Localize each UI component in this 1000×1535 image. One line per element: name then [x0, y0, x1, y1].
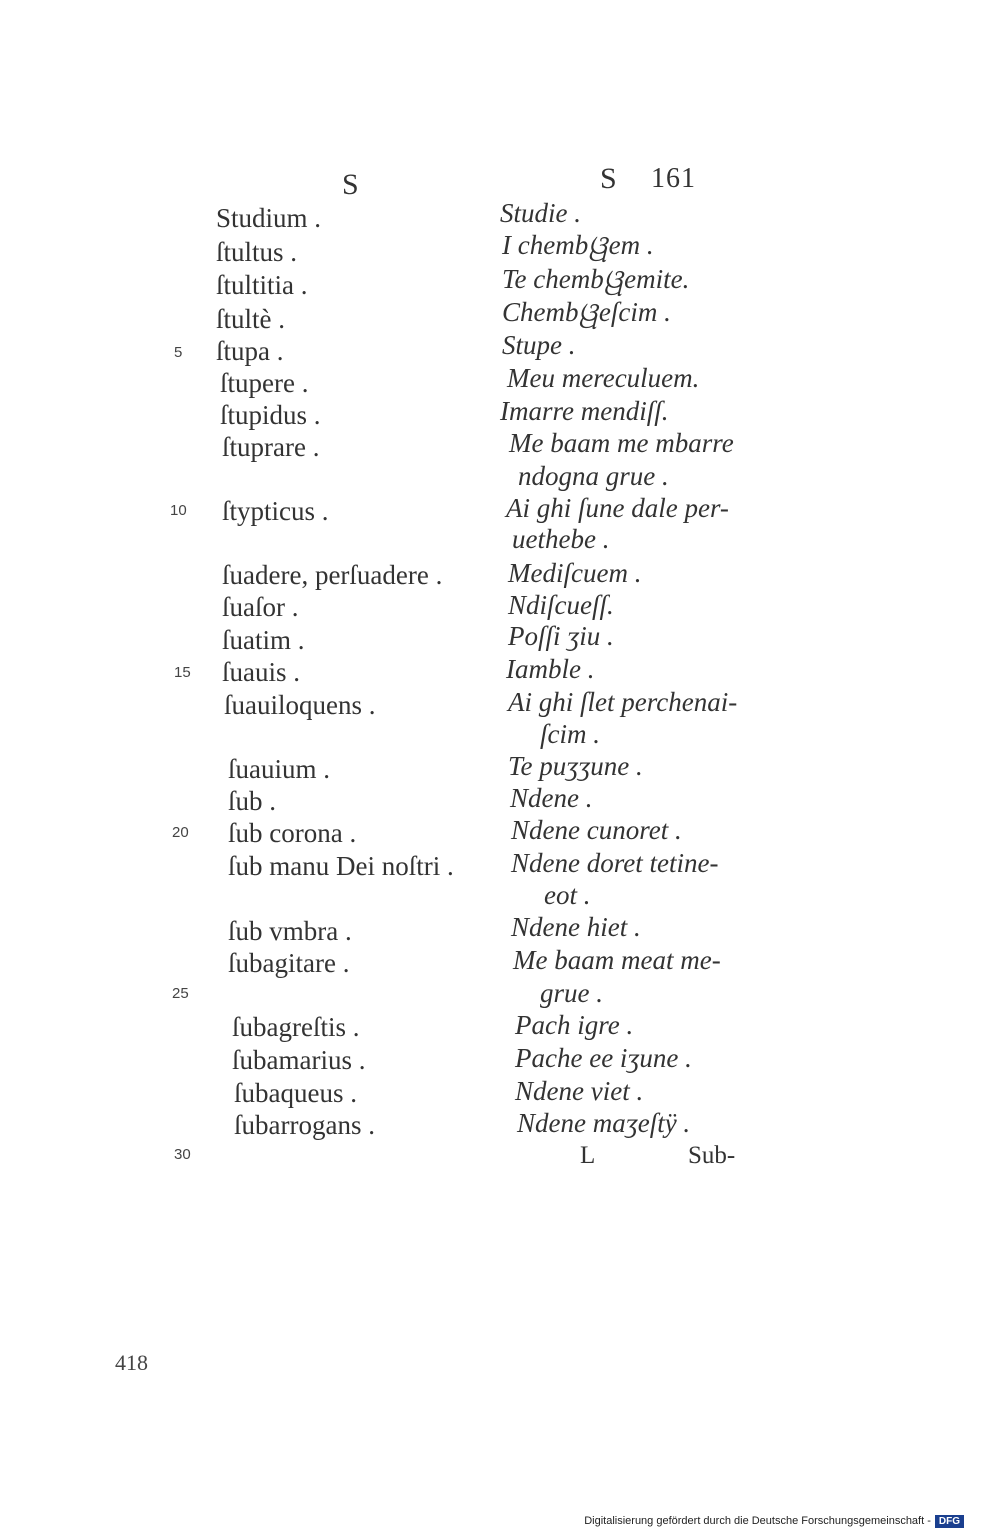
line-number: 10: [170, 502, 187, 519]
latin-entry: ſub manu Dei noſtri .: [228, 851, 454, 881]
line-number: 15: [174, 664, 191, 681]
digitization-footer: [584, 1512, 964, 1530]
dfg-logo: DFG: [935, 1515, 964, 1528]
latin-entry: Studium .: [216, 203, 322, 233]
latin-entry: ſubagitare .: [228, 948, 350, 978]
albanian-entry: Poſſi ʒiu .: [508, 621, 614, 651]
albanian-entry: I chembୱem .: [502, 230, 654, 260]
albanian-entry: Pach igre .: [515, 1010, 634, 1040]
albanian-entry: Studie .: [500, 198, 581, 228]
latin-entry: ſtypticus .: [222, 496, 329, 526]
latin-entry: ſtupidus .: [220, 400, 321, 430]
line-number: 20: [172, 824, 189, 841]
albanian-entry: Te chembୱemite.: [502, 264, 690, 294]
latin-entry: ſubagreſtis .: [232, 1012, 360, 1042]
albanian-continuation: uethebe .: [512, 524, 610, 554]
latin-entry: ſubaqueus .: [234, 1078, 357, 1108]
albanian-entry: Te puʒʒune .: [508, 751, 643, 781]
latin-entry: ſtultus .: [216, 237, 298, 267]
latin-entry: ſuatim .: [222, 625, 305, 655]
albanian-entry: Me baam meat me-: [513, 945, 721, 975]
latin-entry: ſtultitia .: [216, 270, 308, 300]
albanian-continuation: grue .: [540, 978, 603, 1008]
albanian-entry: Ai ghi ſune dale per-: [506, 493, 729, 523]
albanian-continuation: eot .: [544, 880, 591, 910]
latin-entry: ſubamarius .: [232, 1045, 366, 1075]
albanian-continuation: ndogna grue .: [518, 461, 669, 491]
latin-entry: ſuadere, perſuadere .: [222, 560, 443, 590]
latin-entry: ſuauium .: [228, 754, 330, 784]
folio-number: 418: [115, 1350, 148, 1375]
latin-entry: ſtultè .: [216, 304, 285, 334]
albanian-entry: Ndene viet .: [515, 1076, 644, 1106]
line-number: 25: [172, 985, 189, 1002]
albanian-entry: Ndene hiet .: [511, 912, 641, 942]
latin-entry: ſuauiloquens .: [224, 690, 376, 720]
line-number: 30: [174, 1146, 191, 1163]
catchword: Sub-: [688, 1142, 736, 1169]
signature-mark: L: [580, 1142, 596, 1169]
latin-entry: ſub vmbra .: [228, 916, 352, 946]
albanian-entry: Stupe .: [502, 330, 576, 360]
albanian-entry: Meu mereculuem.: [507, 363, 700, 393]
latin-entry: ſuauis .: [222, 657, 300, 687]
albanian-entry: Me baam me mbarre: [509, 428, 734, 458]
albanian-entry: Ndene doret tetine-: [511, 848, 719, 878]
latin-entry: ſubarrogans .: [234, 1110, 375, 1140]
latin-entry: ſtupa .: [216, 336, 284, 366]
albanian-entry: Chembୱeſcim .: [502, 297, 671, 327]
albanian-entry: Ndene maʒeſtÿ .: [517, 1108, 691, 1138]
latin-entry: ſtuprare .: [222, 432, 320, 462]
albanian-entry: Pache ee iʒune .: [515, 1043, 692, 1073]
header-right-letter: S: [600, 162, 617, 195]
albanian-entry: Ai ghi ſlet perchenai-: [508, 687, 738, 717]
albanian-entry: Mediſcuem .: [508, 558, 642, 588]
footer-text: Digitalisierung gefördert durch die Deutsche Forschungsgemeinschaft -: [584, 1515, 931, 1527]
latin-entry: ſub corona .: [228, 818, 357, 848]
albanian-entry: Ndene .: [510, 783, 593, 813]
line-number: 5: [174, 344, 183, 361]
latin-entry: ſuaſor .: [222, 592, 299, 622]
albanian-continuation: ſcim .: [540, 719, 600, 749]
albanian-entry: Ndene cunoret .: [511, 815, 682, 845]
page-number: 161: [651, 163, 696, 194]
albanian-entry: Imarre mendiſſ.: [500, 396, 669, 426]
latin-entry: ſtupere .: [220, 368, 309, 398]
albanian-entry: Iamble .: [506, 654, 595, 684]
header-left-letter: S: [342, 168, 359, 201]
latin-entry: ſub .: [228, 786, 277, 816]
albanian-entry: Ndiſcueſſ.: [508, 590, 614, 620]
